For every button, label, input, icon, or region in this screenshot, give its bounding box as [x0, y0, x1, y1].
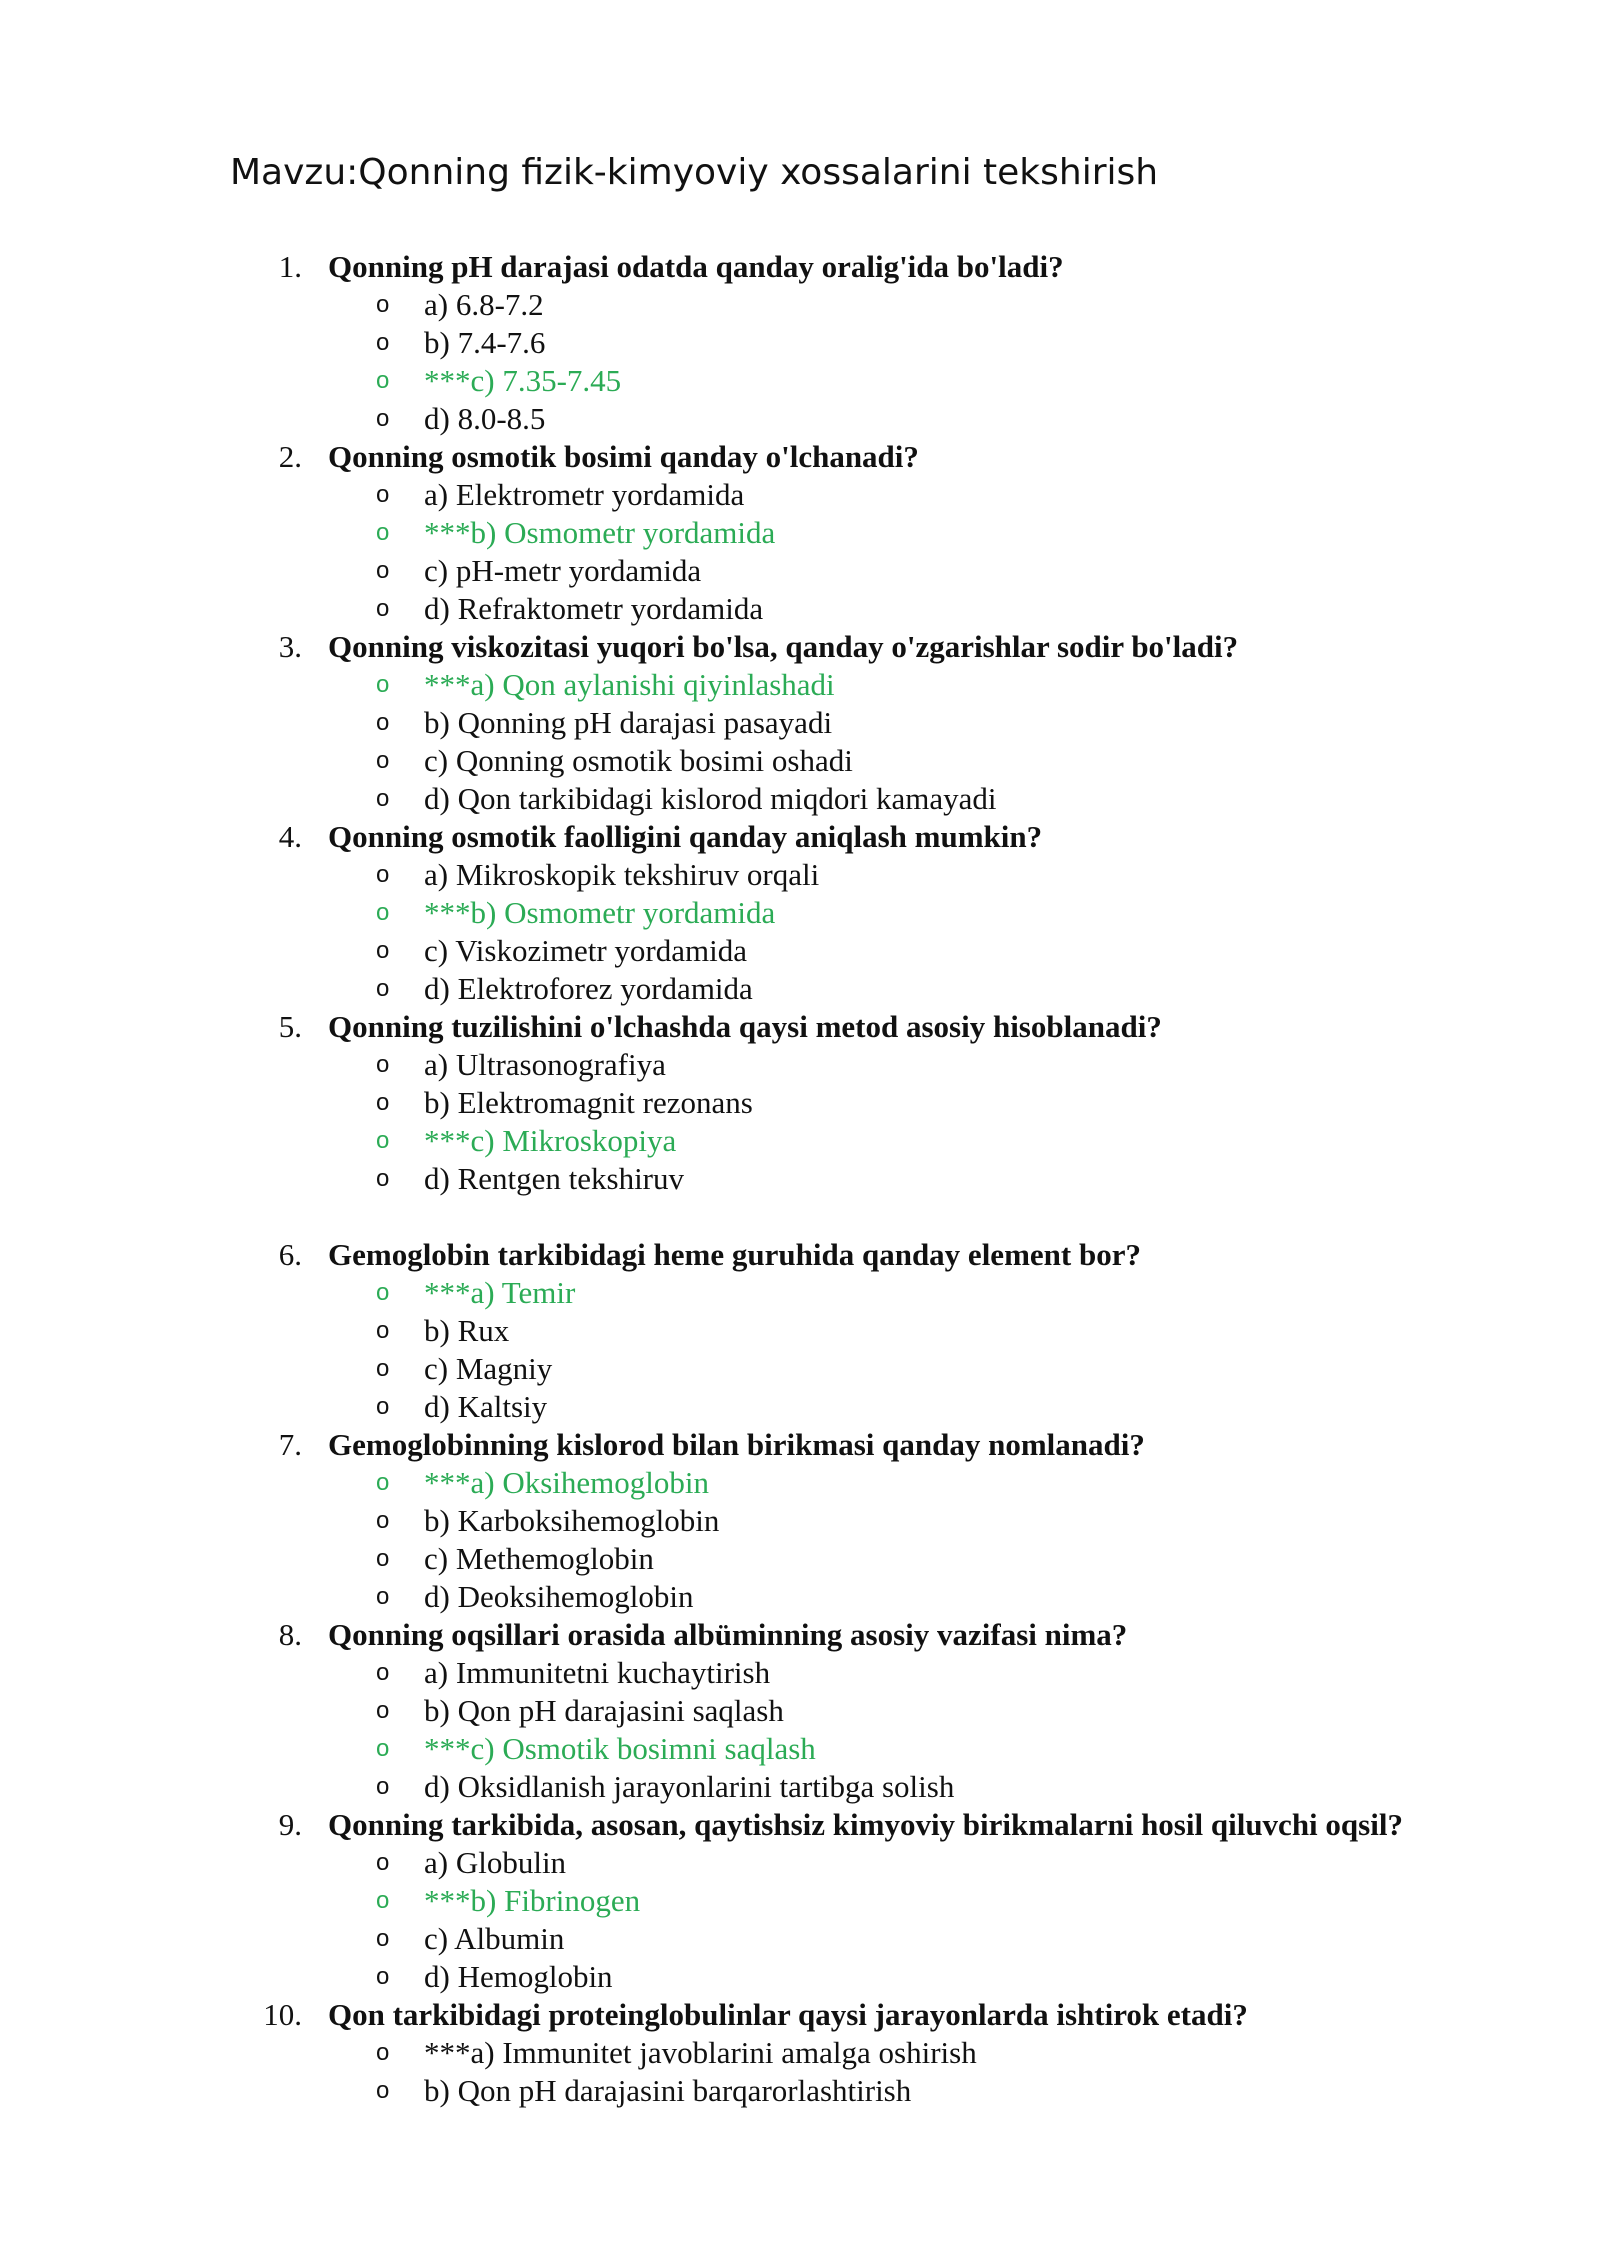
option-a: [0, 1046, 1600, 1084]
option-text: ***a) Qon aylanishi qiyinlashadi: [424, 667, 835, 702]
question-row: [0, 1236, 1600, 1274]
question-text: Qonning viskozitasi yuqori bo'lsa, qanday o'zgarishlar sodir bo'ladi?: [328, 629, 1239, 664]
bullet-icon: o: [376, 1507, 390, 1534]
bullet-icon: o: [376, 519, 390, 546]
option-a: [0, 1844, 1600, 1882]
option-text: d) Oksidlanish jarayonlarini tartibga solish: [424, 1769, 955, 1804]
question-text: Qonning pH darajasi odatda qanday oralig'ida bo'ladi?: [328, 249, 1064, 284]
bullet-icon: o: [376, 1317, 390, 1344]
option-b-correct: [0, 894, 1600, 932]
option-text: d) Kaltsiy: [424, 1389, 548, 1424]
bullet-icon: o: [376, 1887, 390, 1914]
option-text: d) Hemoglobin: [424, 1959, 613, 1994]
option-b: [0, 324, 1600, 362]
page-title: Mavzu:Qonning fizik-kimyoviy xossalarini tekshirish: [230, 152, 1159, 193]
bullet-icon: o: [376, 1127, 390, 1154]
bullet-icon: o: [376, 481, 390, 508]
option-text: b) Qon pH darajasini saqlash: [424, 1693, 784, 1728]
question-row: [0, 818, 1600, 856]
question-2: [0, 438, 1600, 628]
option-a: [0, 1654, 1600, 1692]
option-text: ***a) Temir: [424, 1275, 576, 1310]
question-text: Gemoglobinning kislorod bilan birikmasi qanday nomlanadi?: [328, 1427, 1145, 1462]
option-c: [0, 552, 1600, 590]
bullet-icon: o: [376, 1393, 390, 1420]
option-d: [0, 400, 1600, 438]
question-text: Qonning tuzilishini o'lchashda qaysi metod asosiy hisoblanadi?: [328, 1009, 1162, 1044]
option-text: a) Ultrasonografiya: [424, 1047, 666, 1082]
bullet-icon: o: [376, 1355, 390, 1382]
option-d: [0, 1578, 1600, 1616]
bullet-icon: o: [376, 1925, 390, 1952]
option-c-correct: [0, 362, 1600, 400]
bullet-icon: o: [376, 1165, 390, 1192]
option-a: [0, 856, 1600, 894]
option-text: ***b) Fibrinogen: [424, 1883, 641, 1918]
option-a: [0, 286, 1600, 324]
question-1: [0, 248, 1600, 438]
bullet-icon: o: [376, 405, 390, 432]
question-number: 10.: [263, 1997, 302, 2032]
question-number: 3.: [278, 629, 302, 664]
bullet-icon: o: [376, 2077, 390, 2104]
option-text: b) Qonning pH darajasi pasayadi: [424, 705, 833, 740]
question-4: [0, 818, 1600, 1008]
bullet-icon: o: [376, 1545, 390, 1572]
option-b: [0, 1502, 1600, 1540]
bullet-icon: o: [376, 1659, 390, 1686]
bullet-icon: o: [376, 1735, 390, 1762]
option-text: d) Refraktometr yordamida: [424, 591, 764, 626]
option-d: [0, 1160, 1600, 1198]
option-d: [0, 1958, 1600, 1996]
bullet-icon: o: [376, 1773, 390, 1800]
option-c: [0, 742, 1600, 780]
bullet-icon: o: [376, 671, 390, 698]
option-text: b) Rux: [424, 1313, 510, 1348]
question-row: [0, 1806, 1600, 1844]
question-9: [0, 1806, 1600, 1996]
question-10: [0, 1996, 1600, 2110]
bullet-icon: o: [376, 861, 390, 888]
option-text: a) Globulin: [424, 1845, 567, 1880]
bullet-icon: o: [376, 329, 390, 356]
question-number: 9.: [278, 1807, 302, 1842]
blank-line: [0, 1198, 1600, 1236]
bullet-icon: o: [376, 709, 390, 736]
bullet-icon: o: [376, 557, 390, 584]
option-b-correct: [0, 514, 1600, 552]
option-text: b) Karboksihemoglobin: [424, 1503, 720, 1538]
option-text: ***a) Oksihemoglobin: [424, 1465, 709, 1500]
option-a: [0, 476, 1600, 514]
option-text: ***b) Osmometr yordamida: [424, 895, 776, 930]
option-text: ***c) Mikroskopiya: [424, 1123, 677, 1158]
option-d: [0, 970, 1600, 1008]
option-d: [0, 1388, 1600, 1426]
option-c-correct: [0, 1122, 1600, 1160]
question-text: Qonning osmotik bosimi qanday o'lchanadi?: [328, 439, 919, 474]
bullet-icon: o: [376, 1051, 390, 1078]
bullet-icon: o: [376, 1469, 390, 1496]
question-list: [0, 248, 1600, 2110]
question-text: Qonning tarkibida, asosan, qaytishsiz kimyoviy birikmalarni hosil qiluvchi oqsil?: [328, 1807, 1403, 1842]
question-number: 8.: [278, 1617, 302, 1652]
question-6: [0, 1236, 1600, 1426]
question-text: Qonning oqsillari orasida albüminning asosiy vazifasi nima?: [328, 1617, 1128, 1652]
option-text: b) 7.4-7.6: [424, 325, 546, 360]
option-a-correct: [0, 1464, 1600, 1502]
bullet-icon: o: [376, 1697, 390, 1724]
question-number: 5.: [278, 1009, 302, 1044]
option-d: [0, 590, 1600, 628]
question-8: [0, 1616, 1600, 1806]
question-row: [0, 1426, 1600, 1464]
question-text: Gemoglobin tarkibidagi heme guruhida qanday element bor?: [328, 1237, 1141, 1272]
question-row: [0, 248, 1600, 286]
option-c: [0, 1920, 1600, 1958]
bullet-icon: o: [376, 2039, 390, 2066]
option-text: c) Viskozimetr yordamida: [424, 933, 747, 968]
option-text: c) Magniy: [424, 1351, 553, 1386]
option-text: d) Elektroforez yordamida: [424, 971, 753, 1006]
question-row: [0, 438, 1600, 476]
question-text: Qon tarkibidagi proteinglobulinlar qaysi jarayonlarda ishtirok etadi?: [328, 1997, 1248, 2032]
question-number: 1.: [278, 249, 302, 284]
question-number: 2.: [278, 439, 302, 474]
question-3: [0, 628, 1600, 818]
option-a-correct: [0, 1274, 1600, 1312]
option-text: ***c) Osmotik bosimni saqlash: [424, 1731, 816, 1766]
option-b-correct: [0, 1882, 1600, 1920]
option-text: d) Qon tarkibidagi kislorod miqdori kamayadi: [424, 781, 997, 816]
option-text: d) Rentgen tekshiruv: [424, 1161, 685, 1196]
option-b: [0, 2072, 1600, 2110]
question-text: Qonning osmotik faolligini qanday aniqlash mumkin?: [328, 819, 1043, 854]
option-c: [0, 1540, 1600, 1578]
option-text: a) Immunitetni kuchaytirish: [424, 1655, 771, 1690]
bullet-icon: o: [376, 1583, 390, 1610]
bullet-icon: o: [376, 1963, 390, 1990]
option-b: [0, 1084, 1600, 1122]
question-7: [0, 1426, 1600, 1616]
question-5: [0, 1008, 1600, 1198]
bullet-icon: o: [376, 937, 390, 964]
option-c: [0, 1350, 1600, 1388]
question-row: [0, 1996, 1600, 2034]
option-text: a) 6.8-7.2: [424, 287, 544, 322]
option-text: c) Methemoglobin: [424, 1541, 654, 1576]
bullet-icon: o: [376, 595, 390, 622]
option-text: b) Qon pH darajasini barqarorlashtirish: [424, 2073, 912, 2108]
question-number: 6.: [278, 1237, 302, 1272]
option-a-marked: [0, 2034, 1600, 2072]
bullet-icon: o: [376, 747, 390, 774]
bullet-icon: o: [376, 899, 390, 926]
question-row: [0, 1008, 1600, 1046]
bullet-icon: o: [376, 1279, 390, 1306]
option-text: c) Qonning osmotik bosimi oshadi: [424, 743, 853, 778]
option-b: [0, 1312, 1600, 1350]
question-row: [0, 628, 1600, 666]
option-text: a) Mikroskopik tekshiruv orqali: [424, 857, 820, 892]
option-text: ***c) 7.35-7.45: [424, 363, 622, 398]
option-b: [0, 1692, 1600, 1730]
option-d: [0, 780, 1600, 818]
option-b: [0, 704, 1600, 742]
option-text: b) Elektromagnit rezonans: [424, 1085, 753, 1120]
option-text: ***b) Osmometr yordamida: [424, 515, 776, 550]
option-text: d) Deoksihemoglobin: [424, 1579, 694, 1614]
question-number: 4.: [278, 819, 302, 854]
bullet-icon: o: [376, 1849, 390, 1876]
bullet-icon: o: [376, 975, 390, 1002]
option-text: a) Elektrometr yordamida: [424, 477, 745, 512]
question-number: 7.: [278, 1427, 302, 1462]
bullet-icon: o: [376, 291, 390, 318]
bullet-icon: o: [376, 785, 390, 812]
bullet-icon: o: [376, 367, 390, 394]
option-d: [0, 1768, 1600, 1806]
option-a-correct: [0, 666, 1600, 704]
bullet-icon: o: [376, 1089, 390, 1116]
option-c: [0, 932, 1600, 970]
option-text: d) 8.0-8.5: [424, 401, 546, 436]
option-text: ***a) Immunitet javoblarini amalga oshirish: [424, 2035, 977, 2070]
option-text: c) pH-metr yordamida: [424, 553, 702, 588]
question-row: [0, 1616, 1600, 1654]
option-text: c) Albumin: [424, 1921, 565, 1956]
option-c-correct: [0, 1730, 1600, 1768]
